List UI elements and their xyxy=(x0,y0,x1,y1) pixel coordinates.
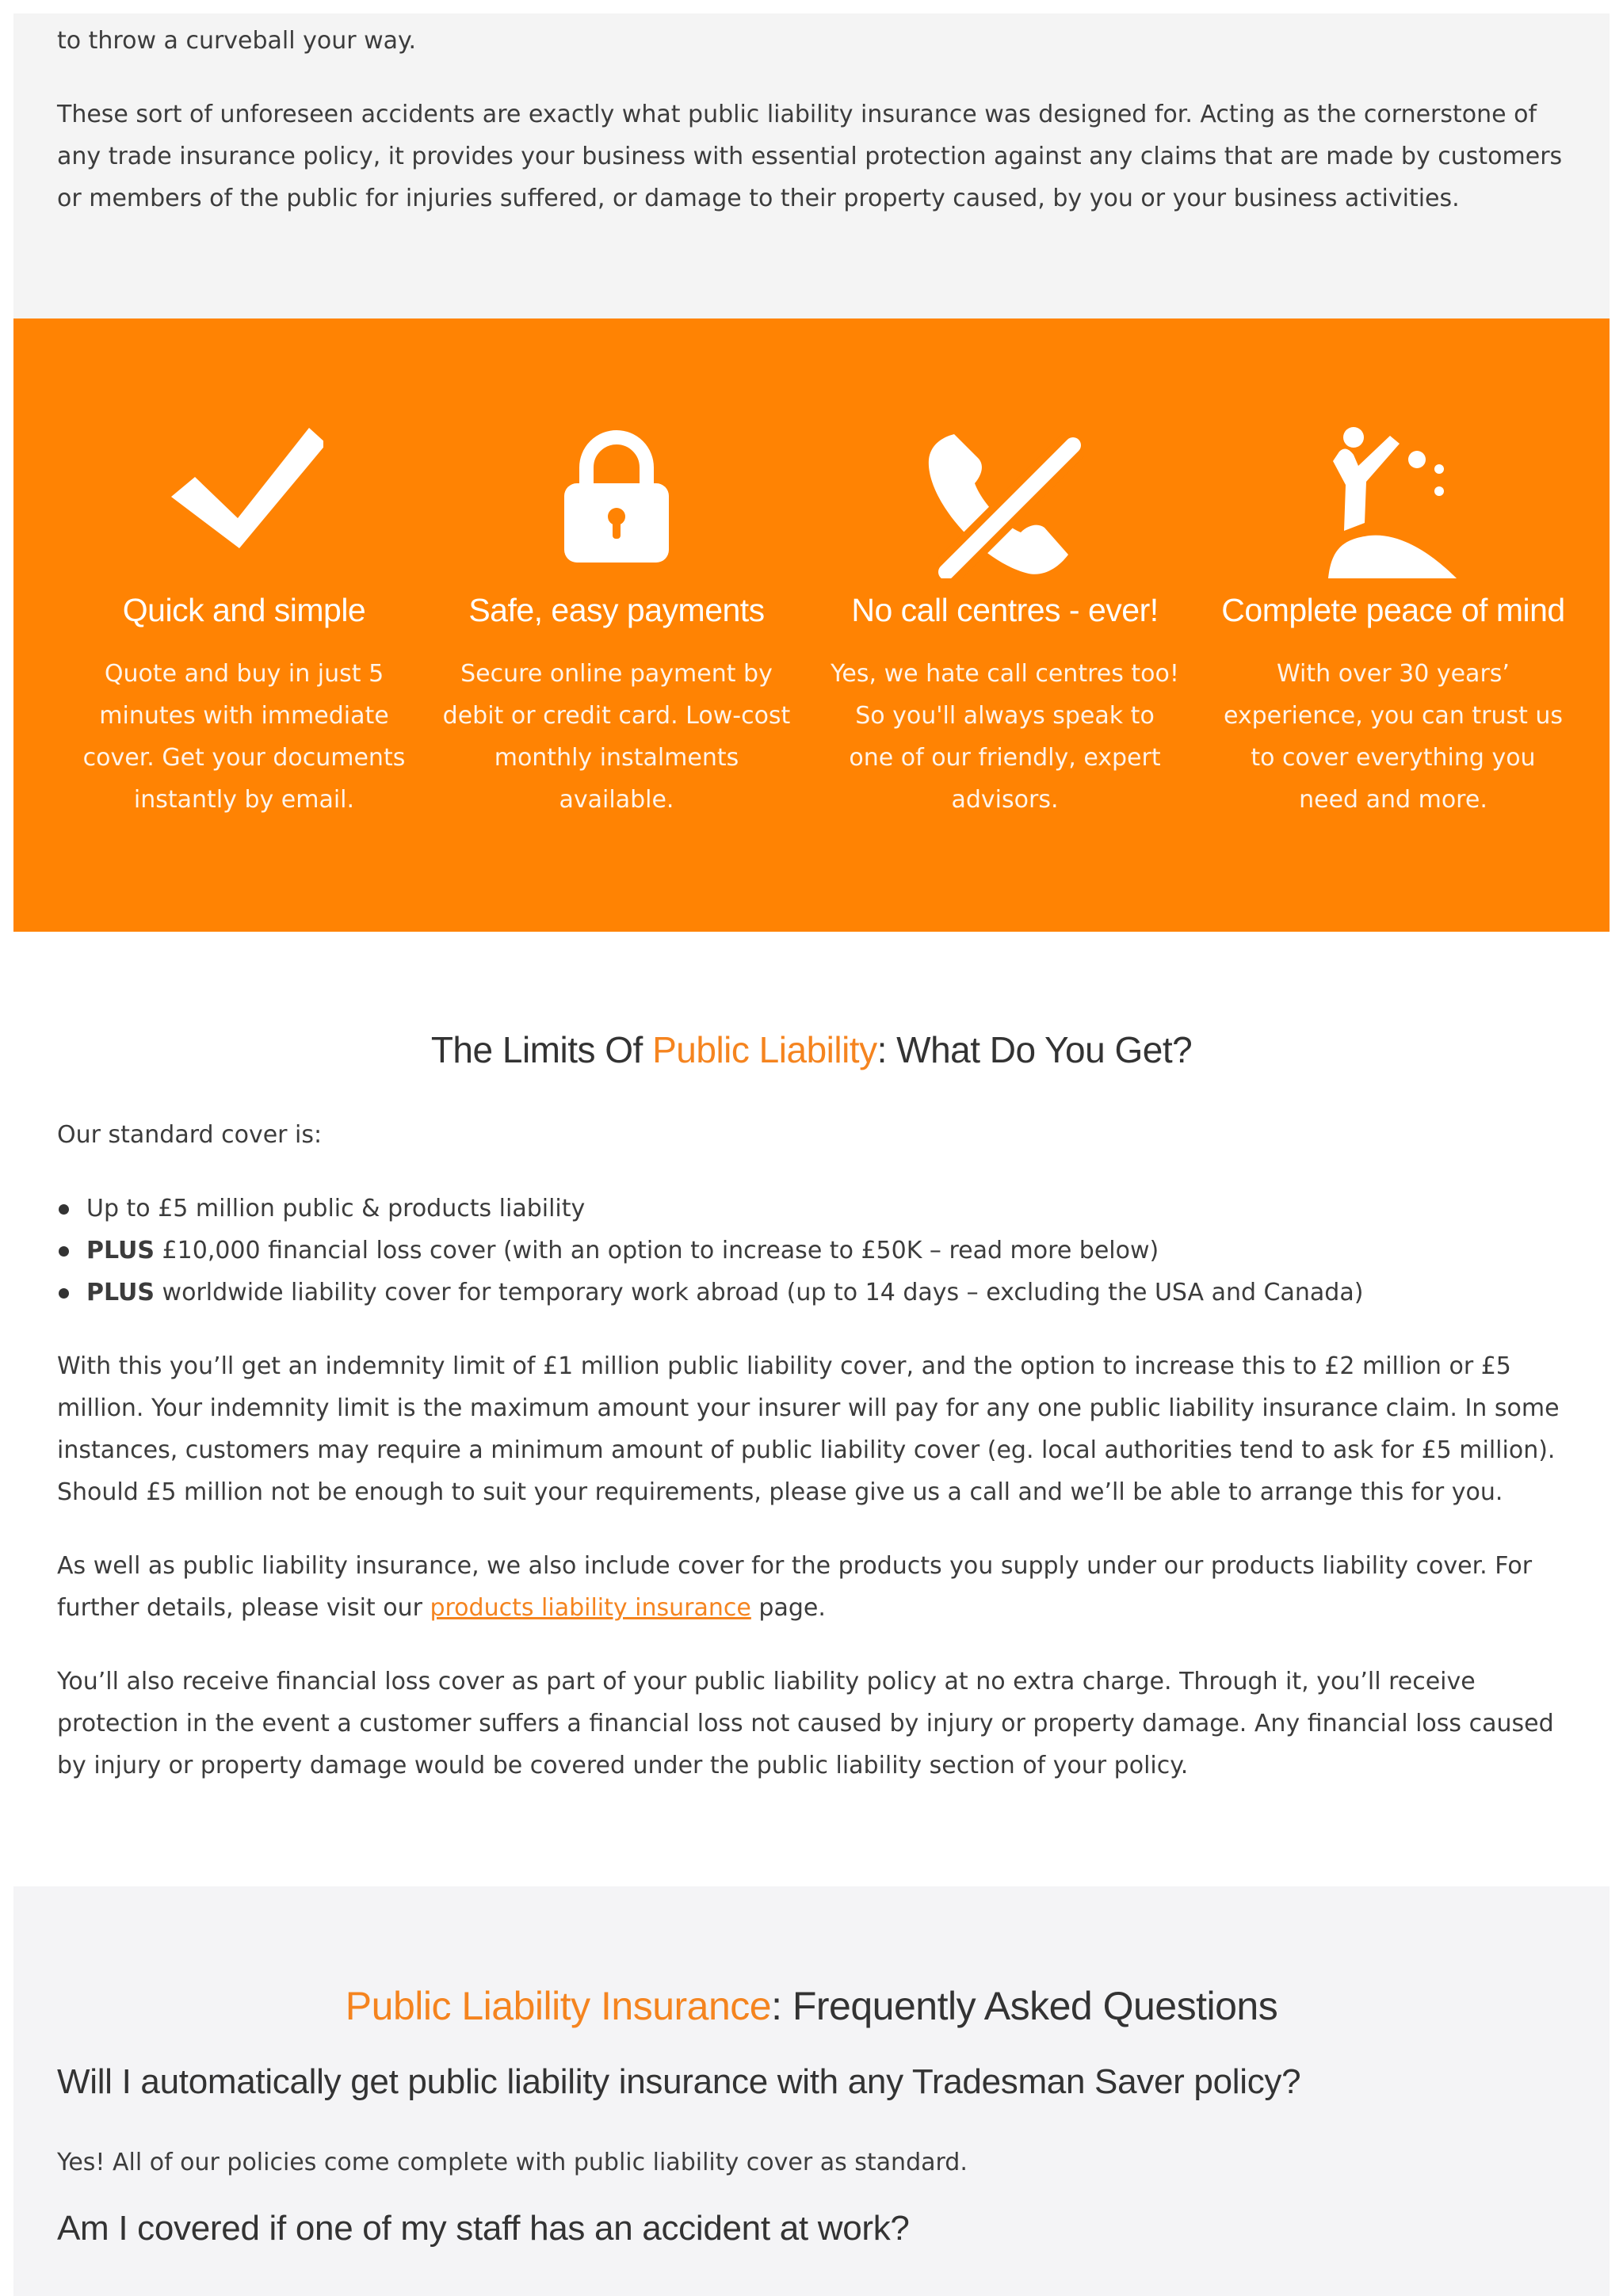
feature-title: No call centres - ever! xyxy=(851,592,1159,628)
padlock-icon xyxy=(442,429,791,588)
list-item xyxy=(57,1188,1587,1230)
feature-description: Quote and buy in just 5 minutes with immediate cover. Get your documents instantly by email. xyxy=(82,660,406,814)
intro-line: to throw a curveball your way. xyxy=(57,27,417,55)
financial-loss-paragraph: You’ll also receive financial loss cover as part of your public liability policy at no extra charge. Through it, you’ll receive protection in the event a customer suffers a financial loss not caused by injury or property damage. Any financial loss caused by injury or property damage would be covered under the public liability section of your policy. xyxy=(57,1668,1554,1779)
limits-heading xyxy=(13,1028,1610,1071)
cover-list xyxy=(57,1188,1587,1314)
feature-description: Secure online payment by debit or credit card. Low-cost monthly instalments available. xyxy=(442,660,791,814)
paragraph-text: As well as public liability insurance, we also include cover for the products you supply under our products liability cover. For further details, please visit our xyxy=(57,1552,1533,1622)
faq-answer: Yes! All of our policies come complete with public liability cover as standard. xyxy=(57,2149,968,2176)
faq-question[interactable]: Will I automatically get public liability insurance with any Tradesman Saver policy? xyxy=(57,2062,1301,2101)
feature-title: Quick and simple xyxy=(122,592,366,628)
checkmark-icon xyxy=(70,414,418,572)
feature-description: With over 30 years’ experience, you can trust us to cover everything you need and more. xyxy=(1223,660,1564,814)
list-item-text: £10,000 financial loss cover (with an option to increase to £50K – read more below) xyxy=(155,1237,1159,1264)
plus-label: PLUS xyxy=(86,1279,155,1306)
limits-section xyxy=(13,932,1610,1886)
feature-title: Complete peace of mind xyxy=(1221,592,1565,628)
indemnity-paragraph: With this you’ll get an indemnity limit of £1 million public liability cover, and the option to increase this to £2 million or £5 million. Your indemnity limit is the maximum amount your insurer will pay for any one public liability insurance claim. In some instances, customers may require a minimum amount of public liability cover (eg. local authorities tend to ask for £5 million). Should £5 million not be enough to suit your requirements, please give us a call and we’ll be able to arrange this for you. xyxy=(57,1352,1560,1506)
limits-intro: Our standard cover is: xyxy=(57,1121,323,1149)
celebrating-person-icon xyxy=(1219,420,1568,578)
paragraph-text: page. xyxy=(750,1594,826,1622)
heading-highlight: Public Liability xyxy=(652,1029,877,1070)
heading-text: The Limits Of xyxy=(430,1029,653,1070)
faq-question[interactable]: Am I covered if one of my staff has an accident at work? xyxy=(57,2209,910,2248)
feature-description: Yes, we hate call centres too! So you'll always speak to one of our friendly, expert advisors. xyxy=(831,660,1179,814)
faq-heading xyxy=(13,1983,1610,2029)
features-band xyxy=(13,318,1610,932)
intro-paragraph: These sort of unforeseen accidents are exactly what public liability insurance was designed for. Acting as the cornerstone of any trade insurance policy, it provides your business with essential protection against any claims that are made by customers or members of the public for injuries suffered, or damage to their property caused, by you or your business activities. xyxy=(57,101,1563,212)
intro-section xyxy=(13,13,1610,318)
heading-highlight: Public Liability Insurance xyxy=(345,1984,772,2028)
list-item xyxy=(57,1230,1587,1272)
heading-text: : What Do You Get? xyxy=(876,1029,1193,1070)
no-phone-icon xyxy=(831,428,1179,586)
plus-label: PLUS xyxy=(86,1237,155,1264)
list-item xyxy=(57,1272,1587,1314)
products-liability-link[interactable]: products liability insurance xyxy=(430,1594,751,1622)
faq-section xyxy=(13,1886,1610,2296)
heading-text: : Frequently Asked Questions xyxy=(771,1984,1278,2028)
list-item-text: Up to £5 million public & products liability xyxy=(86,1195,586,1222)
list-item-text: worldwide liability cover for temporary work abroad (up to 14 days – excluding the USA and Canada) xyxy=(155,1279,1364,1306)
products-paragraph xyxy=(57,1545,1587,1629)
feature-title: Safe, easy payments xyxy=(468,592,765,628)
